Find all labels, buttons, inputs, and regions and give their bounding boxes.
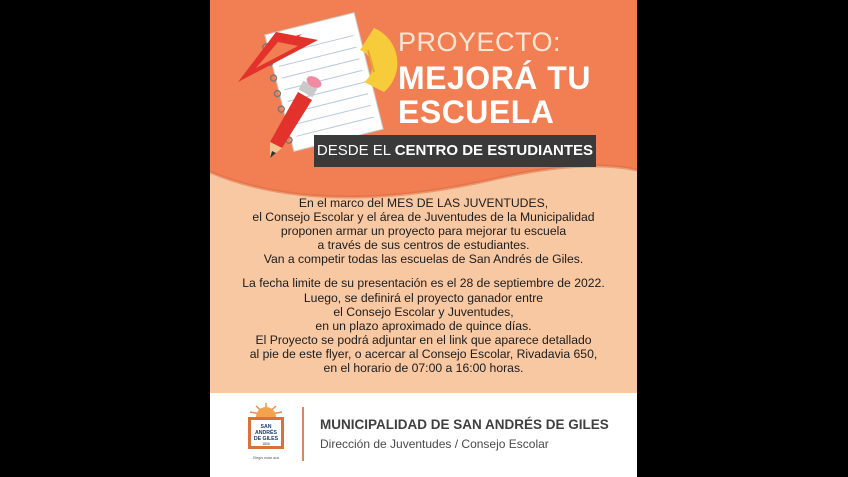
paragraph-line: al pie de este flyer, o acercar al Consejo Escolar, Rivadavia 650, — [249, 346, 598, 361]
paragraph-line: en un plazo aproximado de quince días. — [315, 318, 532, 333]
paragraph-line: en el horario de 07:00 a 16:00 horas. — [323, 361, 524, 376]
sun-logo-icon — [244, 401, 288, 463]
paragraph-line: a través de sus centros de estudiantes. — [317, 238, 530, 253]
paragraph-line: el Consejo Escolar y Juventudes, — [333, 304, 514, 319]
paragraph-line: Van a competir todas las escuelas de San Andrés de Giles. — [263, 252, 584, 267]
title-line-2: MEJORÁ TU — [398, 60, 591, 96]
tagline-bold: CENTRO DE ESTUDIANTES — [394, 142, 594, 159]
paragraph-line: el Consejo Escolar y el área de Juventudes de la Municipalidad — [252, 210, 595, 225]
title-line-1: PROYECTO: — [398, 27, 562, 57]
footer-divider — [302, 407, 304, 461]
logo-year: 1806 — [262, 442, 270, 446]
paragraph-line: La fecha limite de su presentación es el 28 de septiembre de 2022. — [242, 276, 605, 291]
tagline-banner — [314, 135, 596, 167]
municipality-name: MUNICIPALIDAD DE SAN ANDRÉS DE GILES — [320, 417, 609, 432]
paragraph-gap — [210, 266, 637, 276]
flyer — [210, 0, 637, 477]
logo-text: ANDRÉS — [255, 430, 277, 436]
paragraph-line: proponen armar un proyecto para mejorar tu escuela — [280, 224, 567, 239]
paragraph-line: En el marco del MES DE LAS JUVENTUDES, — [298, 196, 549, 210]
tagline-prefix: DESDE EL — [316, 142, 395, 159]
footer — [210, 393, 637, 477]
title-line-3: ESCUELA — [398, 94, 555, 130]
department-name: Dirección de Juventudes / Consejo Escolar — [320, 437, 549, 451]
logo-motto: Elegís estar acá — [253, 456, 279, 460]
logo-text: SAN — [260, 424, 272, 430]
paragraph-line: Luego, se definirá el proyecto ganador entre — [303, 290, 544, 305]
announcement-text — [210, 196, 637, 375]
logo-text: DE GILES — [253, 436, 279, 442]
paragraph-line: El Proyecto se podrá adjuntar en el link que aparece detallado — [255, 332, 592, 347]
